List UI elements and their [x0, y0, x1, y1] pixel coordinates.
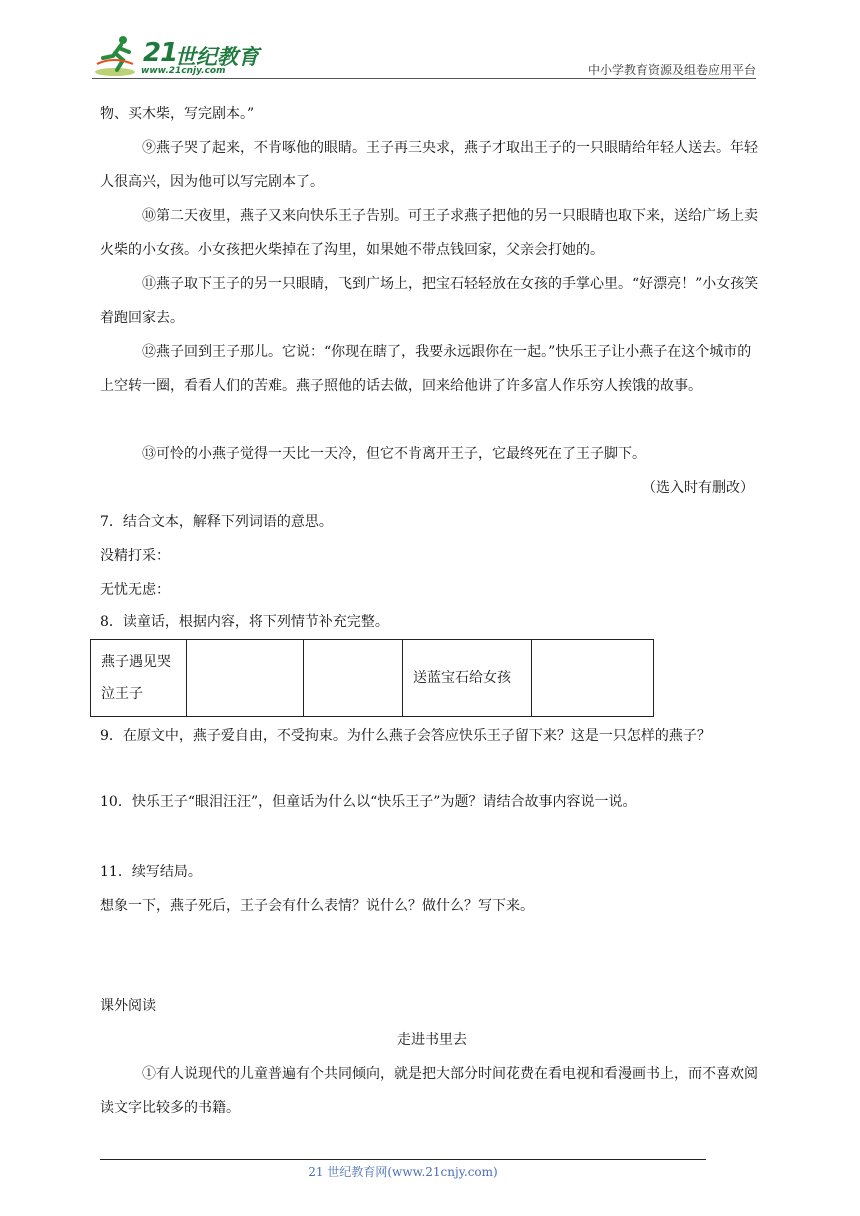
table-row [91, 640, 654, 717]
footer-divider [100, 1159, 706, 1160]
plot-cell-4: 送蓝宝石给女孩 [403, 640, 532, 717]
plot-cell-2[interactable] [187, 640, 304, 717]
logo-chinese: 世纪教育 [175, 45, 259, 69]
story-paragraph-10: ⑩第二天夜里，燕子又来向快乐王子告别。可王子求燕子把他的另一只眼睛也取下来，送给广场上卖火柴的小女孩。小女孩把火柴掉在了沟里，如果她不带点钱回家，父亲会打她的。 [100, 208, 758, 258]
logo-number: 21 [143, 38, 178, 68]
story-paragraph-9: ⑨燕子哭了起来，不肯啄他的眼睛。王子再三央求，燕子才取出王子的一只眼睛给年轻人送去。年轻人很高兴，因为他可以写完剧本了。 [100, 140, 758, 190]
question-9: 9．在原文中，燕子爱自由，不受拘束。为什么燕子会答应快乐王子留下来？这是一只怎样的燕子？ [100, 728, 711, 744]
site-logo [93, 34, 263, 80]
logo-url: www.21cnjy.com [141, 66, 226, 76]
question-7-word-b: 无忧无虑： [100, 582, 170, 598]
footer-text: 21 世纪教育网(www.21cnjy.com) [308, 1165, 498, 1179]
story-paragraph-continued: 物、买木柴，写完剧本。” [100, 106, 255, 122]
plot-cell-5[interactable] [532, 640, 654, 717]
question-7: 7．结合文本，解释下列词语的意思。 [100, 514, 333, 530]
article-title: 走进书里去 [397, 1032, 467, 1048]
question-8: 8．读童话，根据内容，将下列情节补充完整。 [100, 614, 389, 630]
question-7-word-a: 没精打采： [100, 548, 170, 564]
story-paragraph-13: ⑬可怜的小燕子觉得一天比一天冷，但它不肯离开王子，它最终死在了王子脚下。 [142, 446, 646, 462]
runner-logo-icon [93, 34, 143, 78]
question-10: 10．快乐王子“眼泪汪汪”，但童话为什么以“快乐王子”为题？请结合故事内容说一说。 [100, 794, 637, 810]
header-divider [92, 78, 756, 79]
source-note: （选入时有删改） [642, 480, 754, 496]
plot-table [90, 639, 654, 717]
section-heading: 课外阅读 [100, 998, 156, 1014]
plot-cell-3[interactable] [304, 640, 403, 717]
question-11: 11．续写结局。 [100, 864, 202, 880]
platform-name: 中小学教育资源及组卷应用平台 [587, 63, 756, 77]
question-11-prompt: 想象一下，燕子死后，王子会有什么表情？说什么？做什么？写下来。 [100, 898, 534, 914]
article-paragraph-1: ①有人说现代的儿童普遍有个共同倾向，就是把大部分时间花费在看电视和看漫画书上，而不喜欢阅读文字比较多的书籍。 [100, 1066, 758, 1116]
story-paragraph-12: ⑫燕子回到王子那儿。它说：“你现在瞎了，我要永远跟你在一起。”快乐王子让小燕子在这个城市的上空转一圈，看看人们的苦难。燕子照他的话去做，回来给他讲了许多富人作乐穷人挨饿的故事。 [100, 344, 752, 394]
plot-cell-1: 燕子遇见哭泣王子 [91, 640, 187, 717]
story-paragraph-11: ⑪燕子取下王子的另一只眼睛，飞到广场上，把宝石轻轻放在女孩的手掌心里。“好漂亮！”小女孩笑着跑回家去。 [100, 276, 759, 326]
